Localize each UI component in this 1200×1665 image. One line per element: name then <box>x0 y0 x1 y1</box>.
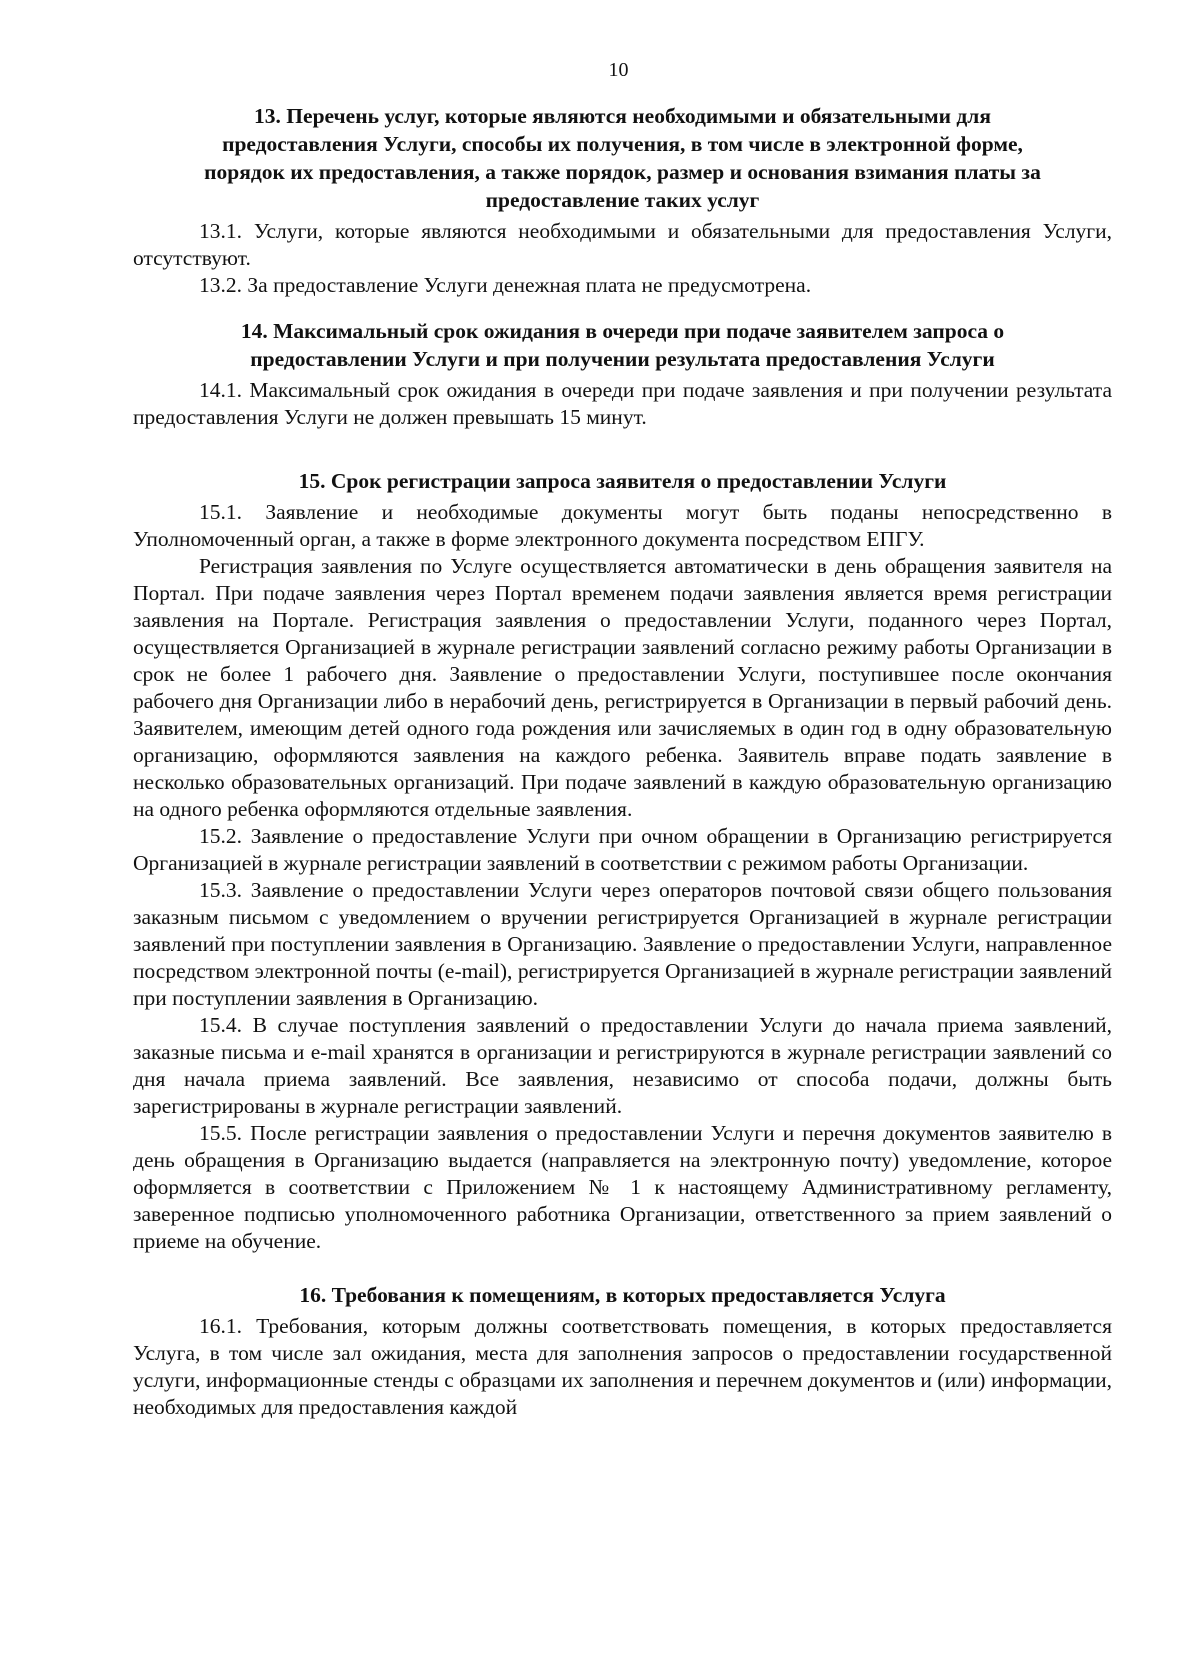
paragraph-13-2: 13.2. За предоставление Услуги денежная плата не предусмотрена. <box>199 273 812 297</box>
section-14-heading-line: предоставлении Услуги и при получении результата предоставления Услуги <box>250 347 995 371</box>
paragraph-15-2: 15.2. Заявление о предоставление Услуги при очном обращении в Организацию регистрируется Организацией в журнале регистрации заявлений в соответствии с режимом работы Организации. <box>133 824 1112 875</box>
section-13-heading-line: 13. Перечень услуг, которые являются необходимыми и обязательными для <box>254 104 991 128</box>
paragraph-14-1: 14.1. Максимальный срок ожидания в очереди при подаче заявления и при получении результата предоставления Услуги не должен превышать 15 минут. <box>133 378 1112 429</box>
section-14-heading <box>133 317 1112 373</box>
section-13-heading <box>133 102 1112 214</box>
paragraph-15-1: 15.1. Заявление и необходимые документы могут быть поданы непосредственно в Уполномоченный орган, а также в форме электронного документа посредством ЕПГУ. <box>133 500 1112 551</box>
paragraph-15-5: 15.5. После регистрации заявления о предоставлении Услуги и перечня документов заявителю в день обращения в Организацию выдается (направляется на электронную почту) уведомление, которое оформляется в соответствии с Приложением № 1 к настоящему Административному регламенту, заверенное подписью уполномоченного работника Организации, ответственного за прием заявлений о приеме на обучение. <box>133 1121 1112 1253</box>
paragraph-16-1: 16.1. Требования, которым должны соответствовать помещения, в которых предоставляется Услуга, в том числе зал ожидания, места для заполнения запросов о предоставлении государственной услуги, информационные стенды с образцами их заполнения и перечнем документов и (или) информации, необходимых для предоставления каждой <box>133 1314 1112 1419</box>
paragraph-13-1: 13.1. Услуги, которые являются необходимыми и обязательными для предоставления Услуги, отсутствуют. <box>133 219 1112 270</box>
section-16-heading: 16. Требования к помещениям, в которых предоставляется Услуга <box>299 1283 946 1307</box>
spacer <box>133 299 1112 317</box>
paragraph-15-registration: Регистрация заявления по Услуге осуществляется автоматически в день обращения заявителя на Портал. При подаче заявления через Портал временем подачи заявления является время регистрации заявления на Портале. Регистрация заявления о предоставлении Услуги, поданного через Портал, осуществляется Организацией в журнале регистрации заявлений согласно режиму работы Организации в срок не более 1 рабочего дня. Заявление о предоставлении Услуги, поступившее после окончания рабочего дня Организации либо в нерабочий день, регистрируется в Организации в первый рабочий день. Заявителем, имеющим детей одного года рождения или зачисляемых в один год в одну образовательную организацию, оформляются заявления на каждого ребенка. Заявитель вправе подать заявление в несколько образовательных организаций. При подаче заявлений в каждую образовательную организацию на одного ребенка оформляются отдельные заявления. <box>133 554 1112 821</box>
page-number: 10 <box>608 59 629 81</box>
section-13-heading-line: порядок их предоставления, а также порядок, размер и основания взимания платы за <box>204 160 1041 184</box>
section-14-heading-line: 14. Максимальный срок ожидания в очереди при подаче заявителем запроса о <box>240 319 1005 343</box>
section-15-heading: 15. Срок регистрации запроса заявителя о предоставлении Услуги <box>298 469 947 493</box>
spacer <box>133 431 1112 467</box>
paragraph-15-4: 15.4. В случае поступления заявлений о предоставлении Услуги до начала приема заявлений, заказные письма и e-mail хранятся в организации и регистрируются в журнале регистрации заявлений со дня начала приема заявлений. Все заявления, независимо от способа подачи, должны быть зарегистрированы в журнале регистрации заявлений. <box>133 1013 1112 1118</box>
section-13-heading-line: предоставление таких услуг <box>485 188 760 212</box>
section-13-heading-line: предоставления Услуги, способы их получения, в том числе в электронной форме, <box>222 132 1023 156</box>
spacer <box>133 1255 1112 1281</box>
paragraph-15-3: 15.3. Заявление о предоставлении Услуги через операторов почтовой связи общего пользования заказным письмом с уведомлением о вручении регистрируется Организацией в журнале регистрации заявлений при поступлении заявления в Организацию. Заявление о предоставлении Услуги, направленное посредством электронной почты (e-mail), регистрируется Организацией в журнале регистрации заявлений при поступлении заявления в Организацию. <box>133 878 1112 1010</box>
